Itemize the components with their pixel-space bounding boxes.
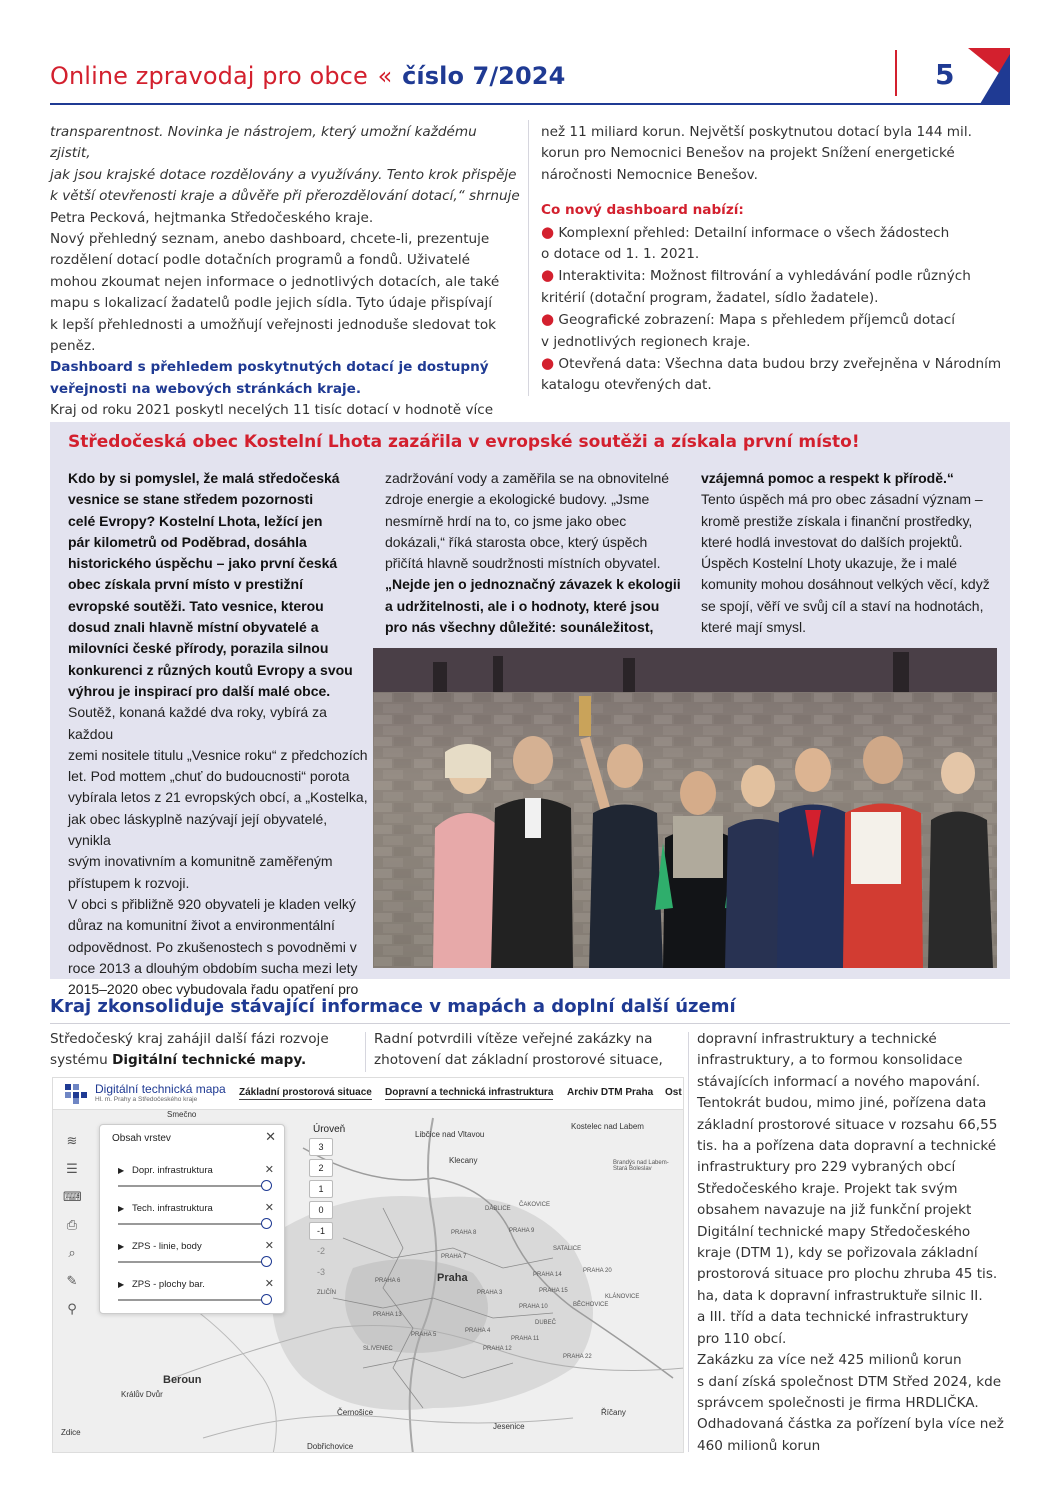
map-label: PRAHA 11 bbox=[511, 1336, 540, 1342]
article2-col1 bbox=[68, 468, 368, 1000]
bullet-item-cont: o dotace od 1. 1. 2021. bbox=[541, 246, 700, 263]
map-label: Praha bbox=[437, 1272, 468, 1284]
map-label: PRAHA 14 bbox=[533, 1272, 562, 1278]
bullet-item-cont: kritérií (dotační program, žadatel, sídlo žadatele). bbox=[541, 289, 879, 306]
map-label: PRAHA 13 bbox=[373, 1312, 402, 1318]
opacity-slider-track[interactable] bbox=[118, 1185, 264, 1187]
map-label: Černošice bbox=[337, 1408, 374, 1417]
text-line: k větší otevřenosti kraje a důvěře při přerozdělování dotací,“ shrnuje bbox=[50, 188, 520, 205]
expand-arrow-icon[interactable]: ▶ bbox=[118, 1242, 125, 1251]
layer-item[interactable]: ▶ Tech. infrastruktura ✕ bbox=[118, 1203, 278, 1233]
map-toolbar bbox=[53, 1078, 684, 1110]
opacity-slider-track[interactable] bbox=[118, 1299, 264, 1301]
level-button[interactable]: -3 bbox=[316, 1267, 325, 1277]
article3-col3: dopravní infrastruktury a technické infrastruktury, a to formou konsolidace stávajících informací a nového mapování. Tentokrát budou, mimo jiné, pořízena data základní prostorové situace v rozsahu 66,55 tis. ha a pořízena data dopravní a technické infrastruktury pro 229 vybraných obcí Středočeského kraje. Projekt tak svým obsahem navazuje na již funkční projekt Digitální technické mapy Středočeského kraje (DTM 1), kdy se pořizovala základní prostorová situace pro plochu zhruba 45 tis. ha, data k dopravní infrastruktuře silnic II. a III. tříd a data technické infrastruktury pro 110 obcí. Zakázku za více než 425 milionů korun s daní získá společnost DTM Střed 2024, kde správcem společnosti je firma HRDLIČKA. Odhadovaná částka za pořízení byla více než 460 milionů korun bbox=[697, 1031, 1004, 1454]
map-label: SATALICE bbox=[553, 1246, 582, 1252]
layer-item[interactable]: ▶ ZPS - plochy bar. ✕ bbox=[118, 1279, 278, 1309]
layer-item[interactable]: ▶ Dopr. infrastruktura ✕ bbox=[118, 1165, 278, 1195]
header-rule bbox=[50, 103, 1010, 105]
article1-left-column bbox=[50, 122, 520, 422]
remove-layer-icon[interactable]: ✕ bbox=[264, 1239, 274, 1252]
map-label: PRAHA 7 bbox=[441, 1254, 467, 1260]
map-label: Kostelec nad Labem bbox=[571, 1122, 644, 1131]
bullet-item: ● Otevřená data: Všechna data budou brzy zveřejněna v Národním bbox=[541, 354, 1002, 373]
layers-icon[interactable]: ≋ bbox=[66, 1134, 78, 1149]
dtm-map-screenshot bbox=[52, 1077, 684, 1453]
opacity-slider-handle[interactable] bbox=[261, 1294, 272, 1305]
level-button[interactable]: 1 bbox=[309, 1180, 333, 1198]
award-ceremony-photo bbox=[373, 648, 997, 968]
opacity-slider-handle[interactable] bbox=[261, 1256, 272, 1267]
article2-col3: vzájemná pomoc a respekt k přírodě.“ Tento úspěch má pro obec zásadní význam – kromě prestiže získala i finanční prostředky, které hodlá investovat do dalších projektů. Úspěch Kostelní Lhoty ukazuje, že i malé komunity mohou dosáhnout velkých věcí, když se spojí, věří ve svůj cíl a staví na hodnotách, které mají smysl. bbox=[701, 470, 990, 636]
map-label: SLIVENEC bbox=[363, 1346, 393, 1352]
text-line: transparentnost. Novinka je nástrojem, který umožní každému zjistit, bbox=[50, 124, 477, 162]
level-button[interactable]: 2 bbox=[309, 1159, 333, 1177]
article2-col2: zadržování vody a zaměřila se na obnovitelné zdroje energie a ekologické budovy. „Jsme nesmírně hrdí na to, co jsme jako obec dokázali,“ říká starosta obce, který úspěch přičítá hlavně soudržnosti místních obyvatel. „Nejde jen o jednoznačný závazek k ekologii a udržitelnosti, ale i o hodnoty, které jsou pro nás všechny důležité: sounáležitost, bbox=[385, 470, 681, 636]
article3-title: Kraj zkonsoliduje stávající informace v mapách a doplní další území bbox=[50, 996, 736, 1017]
map-label: Dobřichovice bbox=[307, 1442, 354, 1451]
map-label: PRAHA 5 bbox=[411, 1332, 437, 1338]
tab-archiv-dtm-praha[interactable]: Archiv DTM Praha bbox=[567, 1087, 654, 1098]
map-label: PRAHA 8 bbox=[451, 1230, 477, 1236]
column-divider bbox=[528, 120, 529, 396]
pencil-icon[interactable]: ✎ bbox=[66, 1274, 78, 1289]
map-label: PRAHA 4 bbox=[465, 1328, 491, 1334]
header-divider bbox=[895, 50, 897, 96]
bullet-icon: ● bbox=[541, 222, 555, 241]
tab-ostatni[interactable]: Ost bbox=[665, 1087, 682, 1098]
map-label: Brandýs nad Labem-Stará Boleslav bbox=[613, 1160, 669, 1172]
bullet-item-cont: katalogu otevřených dat. bbox=[541, 377, 712, 394]
map-label: DÁBLICE bbox=[485, 1206, 511, 1212]
layers-panel bbox=[99, 1124, 285, 1314]
opacity-slider-track[interactable] bbox=[118, 1261, 264, 1263]
text-line: korun pro Nemocnici Benešov na projekt Snížení energetické bbox=[541, 145, 955, 162]
share-icon[interactable]: ⚲ bbox=[67, 1302, 77, 1317]
text-line: Nový přehledný seznam, anebo dashboard, chcete-li, prezentuje bbox=[50, 231, 490, 248]
article1-right-column bbox=[541, 122, 1011, 397]
map-label: Libčice nad Vltavou bbox=[415, 1130, 485, 1139]
map-label: Králův Dvůr bbox=[121, 1390, 163, 1399]
map-label: PRAHA 6 bbox=[375, 1278, 401, 1284]
text-line: než 11 miliard korun. Největší poskytnutou dotací byla 144 mil. bbox=[541, 124, 972, 140]
remove-layer-icon[interactable]: ✕ bbox=[264, 1277, 274, 1290]
text-line: mohou zkoumat nejen informace o jednotlivých dotacích, ale také bbox=[50, 273, 500, 290]
map-label: Zdice bbox=[61, 1428, 81, 1437]
bullet-icon: ● bbox=[541, 310, 555, 329]
remove-layer-icon[interactable]: ✕ bbox=[264, 1201, 274, 1214]
keyboard-icon[interactable]: ⌨ bbox=[63, 1190, 82, 1205]
tab-zakladni-prostorova-situace[interactable]: Základní prostorová situace bbox=[239, 1087, 372, 1098]
text-line: k lepší přehlednosti a umožňují veřejnosti jednoduše sledovat tok bbox=[50, 316, 497, 333]
level-button[interactable]: 0 bbox=[309, 1201, 333, 1219]
map-label: PRAHA 20 bbox=[583, 1268, 612, 1274]
opacity-slider-track[interactable] bbox=[118, 1223, 264, 1225]
chevron-separator-icon: « bbox=[377, 62, 393, 90]
map-label: DUBEČ bbox=[535, 1320, 557, 1326]
level-button[interactable]: 3 bbox=[309, 1138, 333, 1156]
page-number: 5 bbox=[935, 58, 955, 91]
text-line: Petra Pecková, hejtmanka Středočeského kraje. bbox=[50, 209, 374, 226]
article3-col2: Radní potvrdili vítěze veřejné zakázky na zhotovení dat základní prostorové situace, bbox=[374, 1031, 663, 1069]
map-label: Klecany bbox=[449, 1156, 478, 1165]
article2-body: Soutěž, konaná každé dva roky, vybírá za každou zemi nositele titulu „Vesnice roku“ z předchozích let. Pod mottem „chuť do budoucnosti“ porota vybírala letos z 21 evropských obcí, a „Kostelka, jak obec láskyplně nazývají její obyvatelé, vynikla svým inovativním a komunitně zaměřeným přístupem k rozvoji. V obci s přibližně 920 obyvateli je kladen velký důraz na komunitní život a environmentální odpovědnost. Po zkušenostech s povodněmi v roce 2013 a dlouhým obdobím sucha mezi lety 2015–2020 obec vybudovala řadu opatření pro bbox=[68, 704, 368, 998]
level-button[interactable]: -1 bbox=[309, 1222, 333, 1240]
close-icon[interactable]: ✕ bbox=[265, 1130, 276, 1145]
expand-arrow-icon[interactable]: ▶ bbox=[118, 1204, 125, 1213]
expand-arrow-icon[interactable]: ▶ bbox=[118, 1280, 125, 1289]
column-divider bbox=[365, 1032, 366, 1072]
menu-icon[interactable]: ☰ bbox=[66, 1162, 78, 1177]
map-sidebar bbox=[53, 1111, 89, 1453]
opacity-slider-handle[interactable] bbox=[261, 1180, 272, 1191]
map-label: PRAHA 10 bbox=[519, 1304, 548, 1310]
article3-col1: Středočeský kraj zahájil další fázi rozvoje systému Digitální technické mapy. bbox=[50, 1031, 329, 1069]
map-app-subtitle: Hl. m. Prahy a Středočeského kraje bbox=[95, 1096, 198, 1103]
map-label: ČAKOVICE bbox=[519, 1202, 551, 1208]
issue-number: číslo 7/2024 bbox=[402, 62, 566, 90]
map-label: Jesenice bbox=[493, 1422, 525, 1431]
layers-heading: Obsah vrstev bbox=[112, 1133, 171, 1144]
bullet-item: ● Komplexní přehled: Detailní informace o všech žádostech bbox=[541, 222, 950, 241]
text-line: jak jsou krajské dotace rozdělovány a využívány. Tento krok přispěje bbox=[50, 166, 517, 183]
map-label: PRAHA 12 bbox=[483, 1346, 512, 1352]
dashboard-heading: Co nový dashboard nabízí: bbox=[541, 202, 744, 219]
column-divider bbox=[688, 1032, 689, 1452]
bullet-icon: ● bbox=[541, 354, 555, 373]
bullet-item: ● Interaktivita: Možnost filtrování a vyhledávání podle různých bbox=[541, 266, 971, 285]
bullet-item-cont: v jednotlivých regionech kraje. bbox=[541, 333, 751, 350]
search-icon[interactable]: ⌕ bbox=[68, 1246, 76, 1261]
opacity-slider-handle[interactable] bbox=[261, 1218, 272, 1229]
map-label: ZLIČÍN bbox=[317, 1290, 337, 1296]
levels-heading: Úroveň bbox=[313, 1124, 346, 1135]
map-label: PRAHA 22 bbox=[563, 1354, 592, 1360]
text-line: Kraj od roku 2021 poskytl necelých 11 tisíc dotací v hodnotě více bbox=[50, 402, 494, 419]
highlight-line: Dashboard s přehledem poskytnutých dotací je dostupný bbox=[50, 359, 489, 376]
map-label: Smečno bbox=[167, 1110, 197, 1119]
newsletter-name: Online zpravodaj pro obce bbox=[50, 62, 368, 90]
highlight-line: veřejnosti na webových stránkách kraje. bbox=[50, 380, 362, 397]
level-button[interactable]: -2 bbox=[316, 1246, 325, 1256]
section-rule bbox=[50, 1023, 1010, 1024]
map-label: Říčany bbox=[601, 1408, 626, 1417]
bullet-icon: ● bbox=[541, 266, 555, 285]
text-line: mapu s lokalizací žadatelů podle jejich sídla. Tyto údaje přispívají bbox=[50, 295, 493, 312]
map-label: PRAHA 15 bbox=[539, 1288, 568, 1294]
expand-arrow-icon[interactable]: ▶ bbox=[118, 1166, 125, 1175]
dtm-logo-icon bbox=[65, 1084, 87, 1104]
map-label: KLÁNOVICE bbox=[605, 1294, 640, 1300]
bullet-item: ● Geografické zobrazení: Mapa s přehledem příjemců dotací bbox=[541, 310, 956, 329]
map-label: BĚCHOVICE bbox=[573, 1302, 609, 1308]
map-app-title: Digitální technická mapa bbox=[95, 1082, 226, 1096]
newsletter-title bbox=[50, 62, 565, 90]
article2-title: Středočeská obec Kostelní Lhota zazářila v evropské soutěži a získala první místo! bbox=[68, 432, 860, 452]
text-line: náročnosti Nemocnice Benešov. bbox=[541, 166, 758, 183]
map-label: PRAHA 3 bbox=[477, 1290, 503, 1296]
tab-dopravni-technicka-infrastruktura[interactable]: Dopravní a technická infrastruktura bbox=[385, 1087, 554, 1098]
print-icon[interactable]: ⎙ bbox=[66, 1218, 78, 1233]
remove-layer-icon[interactable]: ✕ bbox=[264, 1163, 274, 1176]
map-label: Beroun bbox=[163, 1374, 202, 1386]
corner-flag-icon bbox=[968, 48, 1010, 104]
text-line: peněz. bbox=[50, 338, 96, 355]
map-label: PRAHA 9 bbox=[509, 1228, 535, 1234]
layer-item[interactable]: ▶ ZPS - linie, body ✕ bbox=[118, 1241, 278, 1271]
article2-lead: Kdo by si pomyslel, že malá středočeská vesnice se stane středem pozornosti celé Evropy? Kostelní Lhota, ležící jen pár kilometrů od Poděbrad, dosáhla historického úspěchu – jako první česká obec získala první místo v prestižní evropské soutěži. Tato vesnice, kterou dosud znali hlavně místní obyvatelé a milovníci české přírody, porazila silnou konkurenci z různých koutů Evropy a svou výhrou je inspirací pro další malé obce. bbox=[68, 470, 353, 699]
text-line: rozdělení dotací podle dotačních programů a fondů. Uživatelé bbox=[50, 252, 470, 269]
